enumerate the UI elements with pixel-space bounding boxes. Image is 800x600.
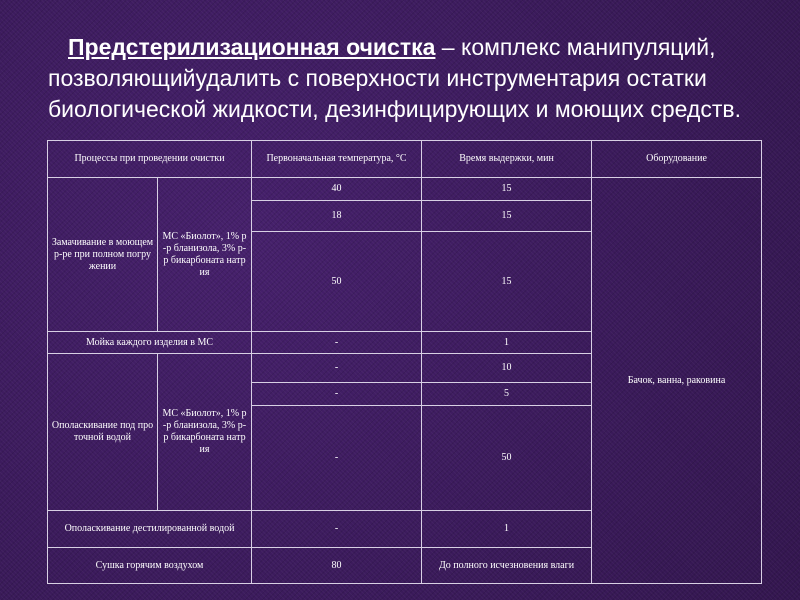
table-row (48, 178, 762, 201)
soaking-time-2: 15 (422, 201, 592, 232)
header-temperature: Первоначальная температура, °С (252, 141, 422, 178)
soaking-time-3: 15 (422, 232, 592, 332)
header-process: Процессы при проведении очистки (48, 141, 252, 178)
drying-time: До полного исчезновения влаги (422, 548, 592, 584)
drying-temperature: 80 (252, 548, 422, 584)
header-equipment: Оборудование (592, 141, 762, 178)
distilled-temperature: - (252, 511, 422, 548)
washing-process-cell: Мойка каждого изделия в МС (48, 332, 252, 354)
soaking-time-1: 15 (422, 178, 592, 201)
soaking-temperature-1: 40 (252, 178, 422, 201)
distilled-process-cell: Ополаскивание дестилированной водой (48, 511, 252, 548)
soaking-temperature-3: 50 (252, 232, 422, 332)
rinsing-time-1: 10 (422, 354, 592, 383)
rinsing-temperature-3: - (252, 406, 422, 511)
soaking-agent-cell: МС «Биолот», 1% р-р бланизола, 3% р-р бикарбоната натрия (158, 178, 252, 332)
soaking-temperature-2: 18 (252, 201, 422, 232)
rinsing-temperature-2: - (252, 383, 422, 406)
drying-process-cell: Сушка горячим воздухом (48, 548, 252, 584)
rinsing-time-3: 50 (422, 406, 592, 511)
heading-definition: – комплекс манипуляций, позволяющийудалить с поверхности инструментария остатки биологической жидкости, дезинфицирующих и моющих средств. (48, 34, 741, 122)
table-header-row (48, 141, 762, 178)
washing-temperature: - (252, 332, 422, 354)
equipment-cell: Бачок, ванна, раковина (592, 178, 762, 584)
washing-time: 1 (422, 332, 592, 354)
cleaning-process-table (47, 140, 762, 584)
soaking-process-cell: Замачивание в моющем р-ре при полном погружении (48, 178, 158, 332)
rinsing-agent-cell: МС «Биолот», 1% р-р бланизола, 3% р-р бикарбоната натрия (158, 354, 252, 511)
header-time: Время выдержки, мин (422, 141, 592, 178)
rinsing-time-2: 5 (422, 383, 592, 406)
rinsing-process-cell: Ополаскивание под проточной водой (48, 354, 158, 511)
distilled-time: 1 (422, 511, 592, 548)
slide-heading (48, 32, 768, 125)
rinsing-temperature-1: - (252, 354, 422, 383)
heading-term: Предстерилизационная очистка (68, 34, 436, 60)
